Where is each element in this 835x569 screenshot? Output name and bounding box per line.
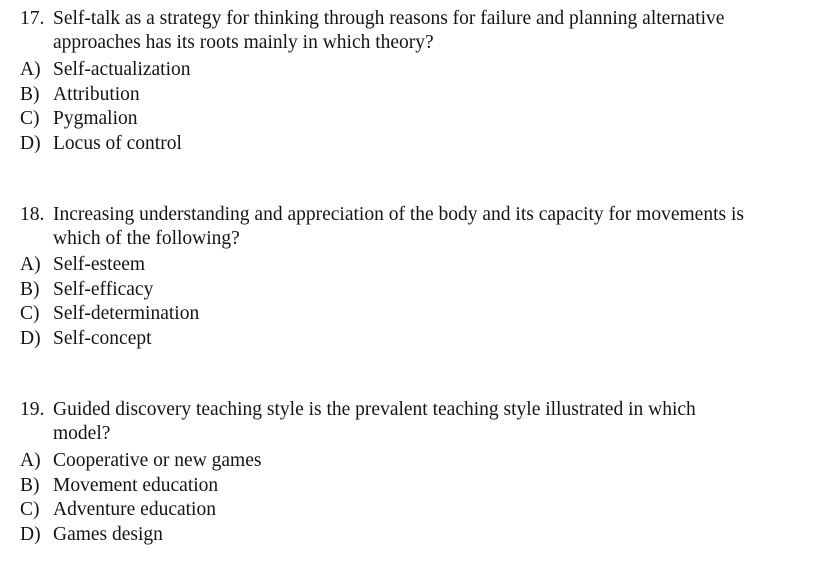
option-a bbox=[20, 253, 820, 278]
question-text-line: Self-talk as a strategy for thinking through reasons for failure and planning alternative bbox=[53, 8, 725, 29]
option-letter: D) bbox=[20, 327, 41, 349]
option-letter: A) bbox=[20, 59, 41, 80]
option-text: Self-determination bbox=[53, 303, 200, 324]
question-number: 17. bbox=[20, 8, 45, 29]
question-stem bbox=[20, 203, 820, 251]
option-a bbox=[20, 449, 820, 474]
option-letter: C) bbox=[20, 303, 40, 324]
option-text: Attribution bbox=[53, 83, 140, 105]
question-19 bbox=[20, 398, 820, 547]
option-text: Locus of control bbox=[53, 132, 182, 154]
option-a bbox=[20, 58, 820, 83]
option-text: Self-efficacy bbox=[53, 278, 154, 300]
question-text-line: model? bbox=[53, 423, 111, 444]
option-letter: B) bbox=[20, 278, 40, 300]
question-text-line: Increasing understanding and appreciation of the body and its capacity for movements is bbox=[53, 204, 744, 225]
option-b bbox=[20, 474, 820, 499]
question-number: 18. bbox=[20, 204, 45, 225]
option-text: Games design bbox=[53, 523, 163, 545]
option-text: Self-esteem bbox=[53, 254, 146, 275]
option-letter: B) bbox=[20, 474, 40, 496]
option-d bbox=[20, 523, 820, 548]
question-18 bbox=[20, 203, 820, 351]
option-b bbox=[20, 278, 820, 303]
question-text bbox=[53, 7, 820, 55]
option-c bbox=[20, 498, 820, 523]
question-text bbox=[53, 203, 820, 251]
option-d bbox=[20, 327, 820, 352]
option-letter: A) bbox=[20, 254, 41, 275]
option-letter: B) bbox=[20, 83, 40, 105]
option-letter: C) bbox=[20, 499, 40, 520]
option-text: Pygmalion bbox=[53, 108, 138, 129]
option-letter: D) bbox=[20, 132, 41, 154]
question-17 bbox=[20, 7, 820, 156]
question-text-line: approaches has its roots mainly in which theory? bbox=[53, 32, 434, 53]
question-stem bbox=[20, 7, 820, 55]
option-c bbox=[20, 302, 820, 327]
question-text-line: which of the following? bbox=[53, 228, 240, 249]
option-text: Self-actualization bbox=[53, 59, 191, 80]
question-stem bbox=[20, 398, 820, 446]
option-letter: D) bbox=[20, 523, 41, 545]
option-c bbox=[20, 107, 820, 132]
question-text bbox=[53, 398, 820, 446]
option-b bbox=[20, 83, 820, 108]
option-text: Self-concept bbox=[53, 327, 152, 349]
option-text: Adventure education bbox=[53, 499, 216, 520]
option-d bbox=[20, 132, 820, 157]
option-text: Movement education bbox=[53, 474, 219, 496]
option-letter: C) bbox=[20, 108, 40, 129]
option-letter: A) bbox=[20, 450, 41, 471]
question-text-line: Guided discovery teaching style is the prevalent teaching style illustrated in which bbox=[53, 399, 696, 420]
option-text: Cooperative or new games bbox=[53, 450, 262, 471]
question-number: 19. bbox=[20, 399, 45, 420]
